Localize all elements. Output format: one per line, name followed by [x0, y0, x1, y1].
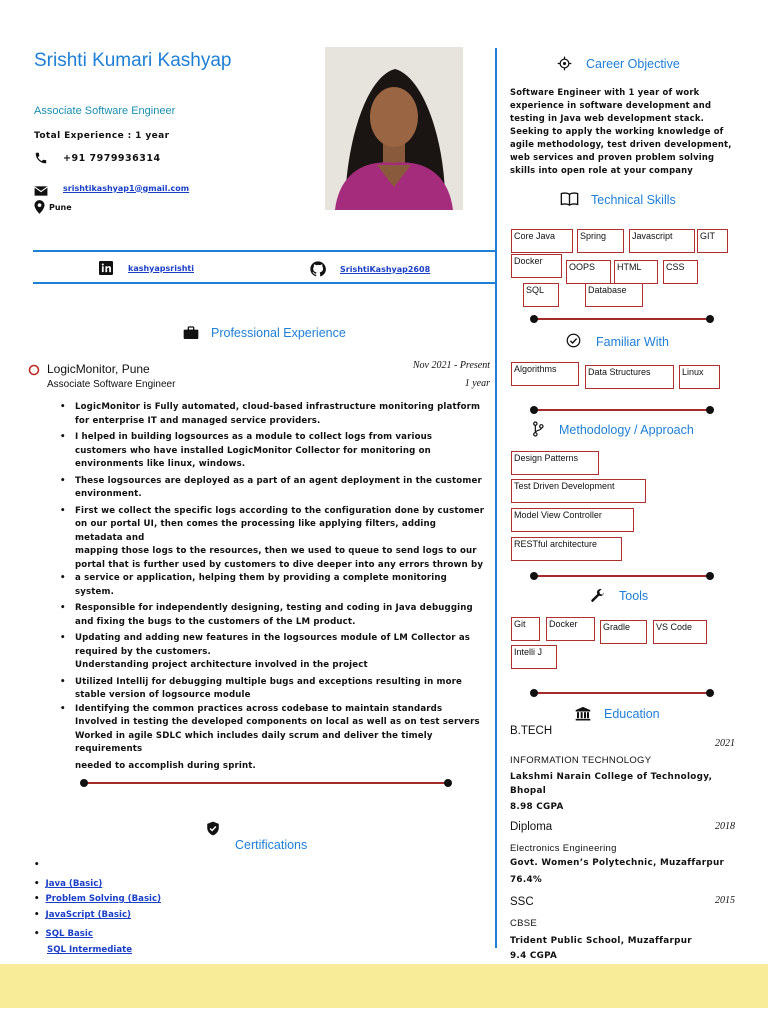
skills-heading: Technical Skills — [591, 193, 676, 207]
cert-item: • SQL Basic — [34, 929, 93, 939]
skill-chip: GIT — [697, 229, 728, 253]
section-divider — [84, 782, 448, 784]
bullet-item: needed to accomplish during sprint. — [75, 760, 256, 771]
wrench-icon — [590, 588, 606, 604]
mail-icon — [34, 185, 48, 197]
edu-year: 2015 — [715, 895, 735, 906]
experience-heading-text: Professional Experience — [211, 326, 346, 340]
section-divider — [534, 318, 710, 320]
job-role: Associate Software Engineer — [34, 105, 176, 117]
bullet-item: • Responsible for independently designing, testing and coding in Java debugging and fixing the bugs to the customers of the LM product. — [60, 602, 485, 629]
edu-degree: SSC — [510, 896, 534, 908]
bullet-item: Worked in agile SDLC which includes daily scrum and deliver the timely requirements — [75, 730, 433, 754]
tool-chip: Docker — [546, 617, 595, 641]
cert-link[interactable]: SQL Basic — [45, 929, 93, 939]
edu-stream: INFORMATION TECHNOLOGY — [510, 755, 652, 766]
linkedin-icon — [99, 261, 113, 275]
familiar-chip: Data Structures — [585, 365, 674, 389]
methodology-chip: Design Patterns — [511, 451, 599, 475]
bullet-item: • a service or application, helping them by providing a complete monitoring system. — [60, 572, 485, 599]
edu-degree: B.TECH — [510, 725, 553, 737]
edu-score: 9.4 CGPA — [510, 951, 558, 961]
github-row — [310, 261, 430, 277]
candidate-name: Srishti Kumari Kashyap — [34, 50, 232, 71]
job-dates: Nov 2021 - Present — [412, 360, 490, 371]
phone-number: +91 7979936314 — [63, 152, 161, 164]
tool-chip: Intelli J — [511, 645, 557, 669]
methodology-heading: Methodology / Approach — [559, 423, 694, 437]
bullet-item: • LogicMonitor is Fully automated, cloud-based infrastructure monitoring platform for enterprise IT and managed service providers. — [60, 401, 485, 428]
experience-bullets — [60, 401, 485, 773]
skill-chip: OOPS — [566, 260, 611, 284]
profile-photo — [325, 47, 463, 210]
cert-item — [47, 945, 132, 955]
methodology-chip: RESTful architecture — [511, 537, 622, 561]
edu-stream: Electronics Engineering — [510, 843, 617, 854]
skill-chip: Docker — [511, 254, 562, 278]
github-link[interactable]: SrishtiKashyap2608 — [340, 264, 431, 274]
company-name: LogicMonitor, Pune — [47, 362, 150, 376]
edu-stream: CBSE — [510, 918, 538, 929]
edu-school: Lakshmi Narain College of Technology, Bhopal — [510, 772, 713, 796]
shield-check-icon — [206, 821, 220, 836]
skill-chip: Database — [585, 283, 643, 307]
cert-link[interactable]: Problem Solving (Basic) — [45, 894, 162, 904]
location-text: Pune — [49, 202, 72, 212]
certifications-heading: Certifications — [235, 838, 308, 852]
cert-item: • JavaScript (Basic) — [34, 910, 131, 920]
objective-text: Software Engineer with 1 year of work experience in software development and testing in Java web development stack. Seeking to apply the working knowledge of agile methodology, test driven development, web services and proven problem solving skills into open role at your company — [510, 87, 732, 175]
familiar-heading: Familiar With — [596, 335, 669, 349]
tool-chip: Git — [511, 617, 540, 641]
linkedin-row — [99, 261, 194, 275]
education-heading: Education — [604, 707, 660, 721]
bullet-item: • Updating and adding new features in the logsources module of LM Collector as required by the customers. — [60, 632, 485, 659]
job-marker-icon — [28, 364, 40, 376]
university-icon — [575, 706, 591, 721]
tools-heading: Tools — [619, 589, 649, 603]
skill-chip: Javascript — [629, 229, 695, 253]
cert-link[interactable]: Java (Basic) — [45, 879, 103, 889]
phone-icon — [34, 151, 48, 165]
edu-school: Trident Public School, Muzaffarpur — [510, 936, 692, 946]
bullet-item: • These logsources are deployed as a part of an agent deployment in the customer environment. — [60, 475, 485, 502]
edu-year: 2018 — [715, 821, 735, 832]
section-divider — [534, 692, 710, 694]
briefcase-icon — [183, 326, 199, 340]
bullet-item: • Identifying the common practices across codebase to maintain standards — [60, 703, 485, 717]
github-icon — [310, 261, 326, 277]
bullet-item: • I helped in building logsources as a module to collect logs from various customers who have installed LogicMonitor Collector for monitoring on environments like linux, windows. — [60, 431, 485, 472]
bullet-item: Involved in testing the developed components on local as well as on test servers — [75, 717, 480, 727]
skill-chip: SQL — [523, 283, 559, 307]
cert-link[interactable]: JavaScript (Basic) — [45, 910, 131, 920]
objective-heading: Career Objective — [586, 57, 680, 71]
familiar-chip: Linux — [679, 365, 720, 389]
cert-empty-bullet: • — [34, 860, 40, 870]
cert-link[interactable]: SQL Intermediate — [47, 945, 133, 955]
open-book-icon — [560, 192, 579, 206]
skill-chip: Spring — [577, 229, 624, 253]
target-icon — [557, 56, 572, 71]
bullet-item: • Utilized Intellij for debugging multiple bugs and exceptions resulting in more stable version of logsource module — [60, 676, 485, 703]
location-pin-icon — [34, 200, 45, 214]
tool-chip: Gradle — [600, 620, 647, 644]
total-experience: Total Experience : 1 year — [34, 131, 170, 141]
branch-icon — [531, 421, 545, 437]
email-link[interactable]: srishtikashyap1@gmail.com — [63, 183, 190, 193]
experience-heading — [183, 326, 346, 340]
methodology-chip: Model View Controller — [511, 508, 634, 532]
edu-score: 76.4% — [510, 875, 543, 885]
email-row — [34, 179, 189, 197]
skill-chip: CSS — [663, 260, 698, 284]
edu-score: 8.98 CGPA — [510, 802, 564, 812]
job-duration: 1 year — [464, 378, 490, 389]
check-circle-icon — [566, 333, 581, 348]
job-title: Associate Software Engineer — [47, 379, 176, 390]
section-divider — [534, 409, 710, 411]
skill-chip: HTML — [614, 260, 658, 284]
phone-row — [34, 151, 161, 165]
bullet-item: mapping those logs to the resources, then we used to queue to send logs to our portal that is further used by customers to dive deeper into any errors thrown by — [75, 546, 484, 570]
section-divider — [534, 575, 710, 577]
methodology-chip: Test Driven Development — [511, 479, 646, 503]
edu-school: Govt. Women’s Polytechnic, Muzaffarpur — [510, 858, 725, 868]
bullet-item: • First we collect the specific logs according to the configuration done by customer on our portal UI, then comes the processing like applying filters, adding metadata and — [60, 505, 485, 546]
edu-year: 2021 — [715, 738, 735, 749]
cert-item: • Java (Basic) — [34, 879, 103, 889]
familiar-chip: Algorithms — [511, 362, 579, 386]
cert-item: • Problem Solving (Basic) — [34, 894, 162, 904]
edu-degree: Diploma — [510, 821, 553, 833]
bullet-item: Understanding project architecture involved in the project — [75, 660, 368, 670]
location-row — [34, 200, 72, 214]
skill-chip: Core Java — [511, 229, 573, 253]
linkedin-link[interactable]: kashyapsrishti — [128, 263, 194, 273]
tool-chip: VS Code — [653, 620, 707, 644]
footer-band — [0, 964, 768, 1008]
